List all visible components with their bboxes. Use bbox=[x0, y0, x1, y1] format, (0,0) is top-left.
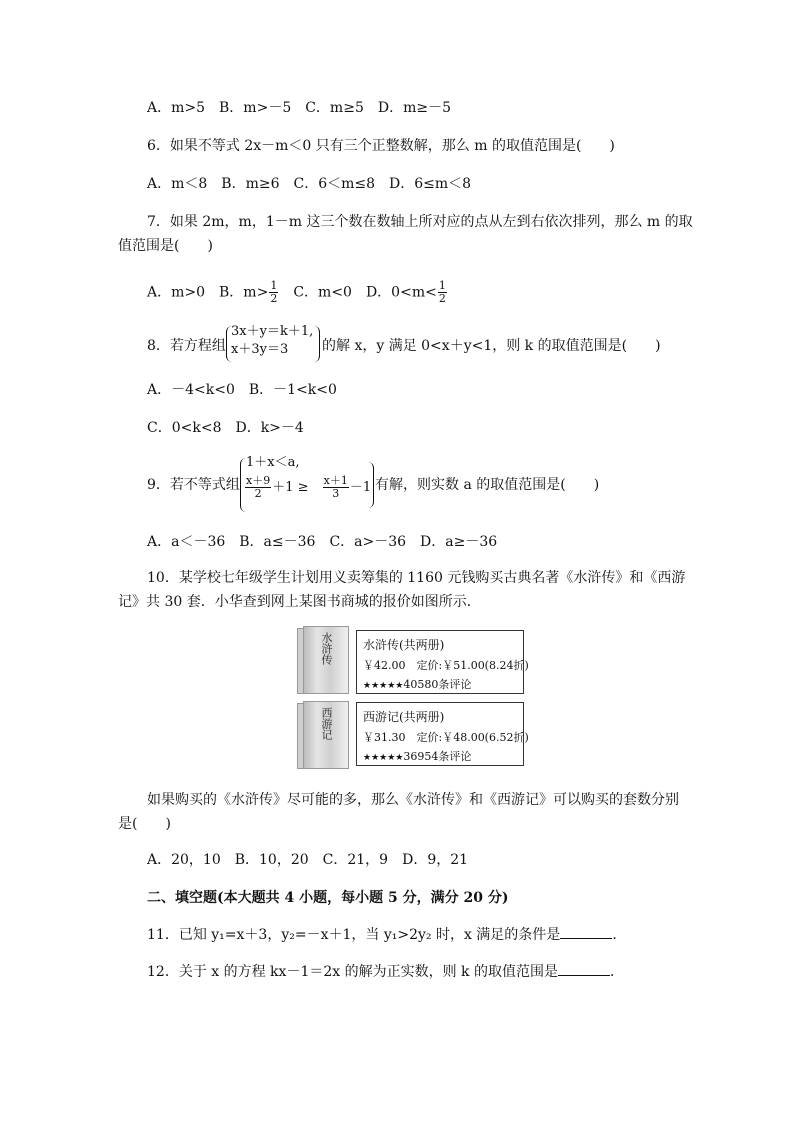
book-info-box bbox=[356, 630, 529, 694]
q5-options: A．m>5 B．m>－5 C．m≥5 D．m≥－5 bbox=[147, 100, 451, 116]
fraction-one-half: $\frac{1}{2}$ bbox=[270, 279, 278, 305]
q11: 11．已知 y₁=x＋3，y₂=－x＋1，当 y₁>2y₂ 时，x 满足的条件是 ． bbox=[147, 927, 627, 943]
q8-prefix: 8．若方程组 bbox=[147, 338, 226, 354]
q7-option-c-d: C．m<0 D．0<m< bbox=[279, 284, 437, 301]
book-rating bbox=[363, 748, 471, 764]
q7-option-a-b: A．m>0 B．m> bbox=[147, 284, 269, 301]
answer-blank[interactable] bbox=[560, 926, 612, 939]
book-cover-title: 西游记 bbox=[320, 707, 333, 740]
rating-stars-icon: ★★★★★ bbox=[363, 681, 404, 691]
fraction-one-half: $\frac{1}{2}$ bbox=[438, 279, 446, 305]
book-name: 西游记(共两册) bbox=[363, 710, 445, 724]
book-price: ￥42.00 定价:￥51.00(8.24折) bbox=[363, 659, 529, 672]
q9-suffix: 有解，则实数 a 的取值范围是( ) bbox=[375, 477, 600, 493]
review-count: 40580条评论 bbox=[403, 678, 472, 691]
q8-options-line1: A．－4<k<0 B．－1<k<0 bbox=[147, 382, 337, 398]
book-rating bbox=[363, 676, 471, 692]
q6-stem: 6．如果不等式 2x－m＜0 只有三个正整数解，那么 m 的取值范围是( ) bbox=[147, 138, 615, 154]
book-info-box bbox=[356, 702, 529, 766]
q9-options: A．a＜－36 B．a≤－36 C．a>－36 D．a≥－36 bbox=[147, 534, 498, 550]
answer-blank[interactable] bbox=[558, 963, 610, 976]
q7-stem-line2: 值范围是( ) bbox=[118, 238, 213, 254]
q10-stem-line3: 如果购买的《水浒传》尽可能的多，那么《水浒传》和《西游记》可以购买的套数分别 bbox=[147, 792, 679, 808]
q12: 12．关于 x 的方程 kx－1＝2x 的解为正实数，则 k 的取值范围是 ． bbox=[147, 964, 624, 980]
q9-inequality-2: $\frac{x+9}{2}$ ＋1 ≥ $\frac{x+1}{3}$ －1 bbox=[246, 474, 372, 500]
fraction-x-plus-9-over-2: $\frac{x+9}{2}$ bbox=[246, 474, 271, 500]
book-price: ￥31.30 定价:￥48.00(6.52折) bbox=[363, 731, 529, 744]
q8-suffix: 的解 x，y 满足 0<x＋y<1，则 k 的取值范围是( ) bbox=[322, 338, 661, 354]
q8-options-line2: C．0<k<8 D．k>－4 bbox=[147, 420, 304, 436]
q9-prefix: 9．若不等式组 bbox=[147, 477, 240, 493]
book-name: 水浒传(共两册) bbox=[363, 638, 445, 652]
section-heading: 二、填空题(本大题共 4 小题，每小题 5 分，满分 20 分) bbox=[147, 890, 509, 906]
q6-options: A．m＜8 B．m≥6 C．6＜m≤8 D．6≤m＜8 bbox=[147, 176, 472, 192]
q7-options bbox=[147, 280, 448, 305]
review-count: 36954条评论 bbox=[403, 750, 472, 763]
q10-options: A．20，10 B．10，20 C．21，9 D．9，21 bbox=[147, 852, 469, 868]
q10-stem-line4: 是( ) bbox=[118, 816, 171, 832]
right-brace-icon bbox=[368, 462, 374, 508]
q8-equation-1: 3x＋y＝k＋1, bbox=[231, 324, 314, 339]
q9-inequality-1: 1＋x＜a, bbox=[246, 455, 300, 470]
rating-stars-icon: ★★★★★ bbox=[363, 753, 404, 763]
q10-stem-line2: 记》共 30 套．小华查到网上某图书商城的报价如图所示． bbox=[118, 594, 481, 610]
fraction-x-plus-1-over-3: $\frac{x+1}{3}$ bbox=[323, 474, 348, 500]
book-cover-title: 水浒传 bbox=[320, 632, 333, 665]
q7-stem-line1: 7．如果 2m，m，1－m 这三个数在数轴上所对应的点从左到右依次排列，那么 m 的取 bbox=[147, 214, 693, 230]
q10-stem-line1: 10．某学校七年级学生计划用义卖筹集的 1160 元钱购买古典名著《水浒传》和《西游 bbox=[147, 570, 686, 586]
q8-equation-2: x＋3y＝3 bbox=[231, 342, 289, 357]
right-brace-icon bbox=[314, 326, 320, 362]
